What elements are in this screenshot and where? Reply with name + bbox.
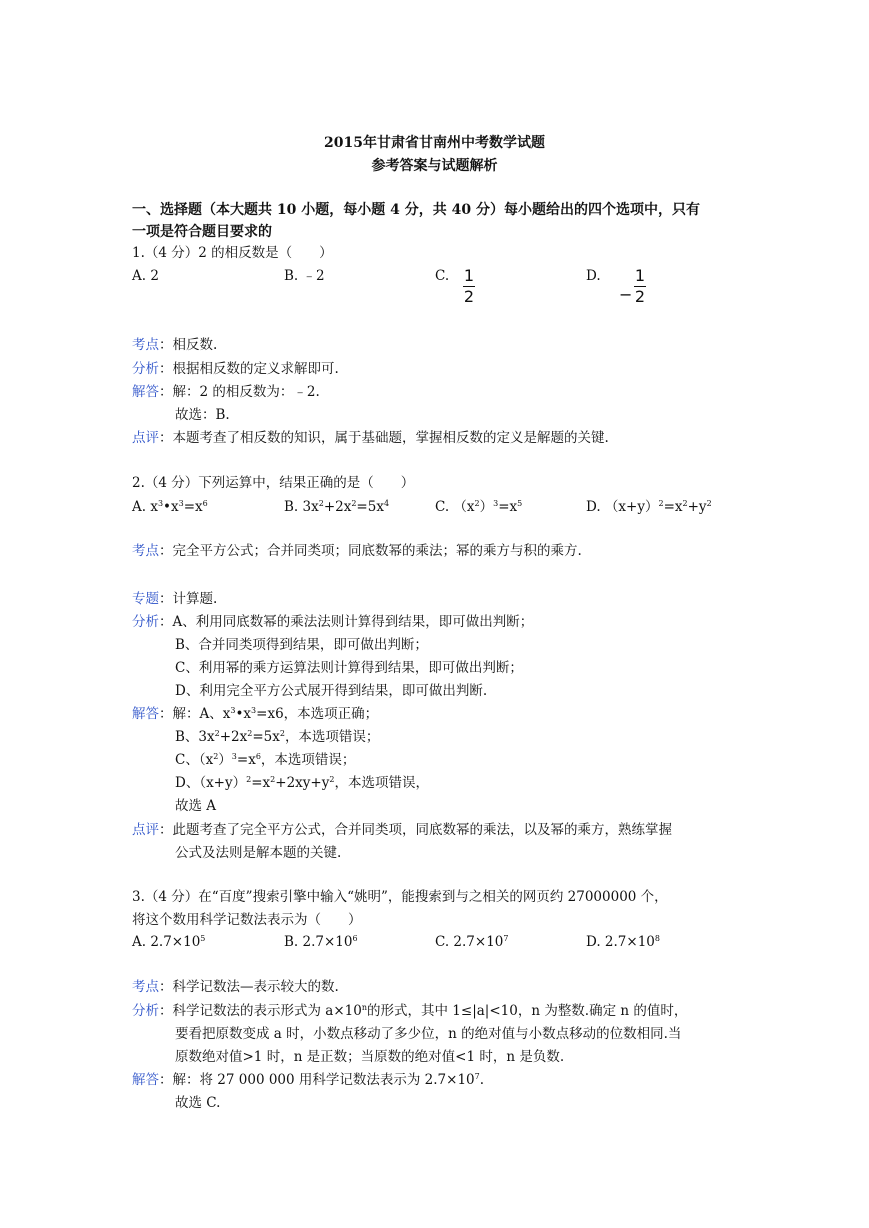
label-kaodian: 考点: [132, 543, 159, 559]
doc-title: 2015年甘肃省甘南州中考数学试题: [324, 135, 545, 151]
q3-fenxi: 分析：科学记数法的表示形式为 $a\times 10^n$的形式，其中 1≤|a|<10，n 为整数.确定 n 的值时，: [132, 1003, 688, 1019]
q2-fenxi-d: D、利用完全平方公式展开得到结果，即可做出判断.: [175, 683, 488, 699]
q3-option-c: C. $2.7\times 10^7$: [435, 934, 509, 950]
q1-jieda: [132, 382, 320, 402]
q3-jieda: 解答：解：将 27 000 000 用科学记数法表示为 $2.7\times 10^7$.: [132, 1072, 485, 1088]
q1-jieda-text: ：解：2 的相反数为：﹣2.: [159, 384, 320, 400]
q3-stem-2: 将这个数用科学记数法表示为（ ）: [132, 912, 362, 928]
q1-dianping: [132, 428, 609, 448]
fraction-numerator: 1: [463, 266, 475, 285]
q2-fenxi: [132, 612, 533, 632]
q2-jieda-d: D、$(x+y)^2=x^2+2xy+y^2$，本选项错误，: [175, 775, 429, 791]
q1-jieda-answer: 故选：B.: [175, 407, 230, 423]
q3-option-a: A. $2.7\times 10^5$: [132, 934, 206, 950]
section-heading-2: 一项是符合题目要求的: [132, 224, 272, 240]
label-zhuanti: 专题: [132, 591, 159, 607]
q1-stem: 1.（4 分）2 的相反数是（ ）: [132, 245, 333, 261]
label-kaodian: 考点: [132, 979, 159, 995]
section-heading-1: 一、选择题（本大题共 10 小题，每小题 4 分，共 40 分）每小题给出的四个选项中，只有: [132, 202, 700, 218]
label-kaodian: 考点: [132, 337, 159, 353]
q3-kaodian-text: ：科学记数法—表示较大的数.: [159, 979, 339, 995]
q2-stem: 2.（4 分）下列运算中，结果正确的是（ ）: [132, 475, 415, 491]
q1-option-d-fraction: [633, 268, 647, 305]
q1-fenxi: [132, 359, 339, 379]
q1-option-a: A. 2: [132, 268, 159, 284]
q2-kaodian-text: ：完全平方公式；合并同类项；同底数幂的乘法；幂的乘方与积的乘方.: [159, 543, 582, 559]
q3-jieda-answer: 故选 C.: [175, 1095, 221, 1111]
q3-stem: 3.（4 分）在“百度”搜索引擎中输入“姚明”，能搜索到与之相关的网页约 27000000 个，: [132, 889, 668, 905]
q1-fenxi-text: ：根据相反数的定义求解即可.: [159, 361, 339, 377]
q2-jieda-b: B、$3x^2+2x^2=5x^2$，本选项错误；: [175, 729, 380, 745]
label-fenxi: 分析: [132, 1003, 159, 1019]
q3-option-b: B. $2.7\times 10^6$: [284, 934, 358, 950]
q2-option-a: A. $x^3•x^3=x^6$: [132, 499, 208, 515]
label-jieda: 解答: [132, 1072, 159, 1088]
q2-fenxi-text: ：A、利用同底数幂的乘法法则计算得到结果，即可做出判断；: [159, 614, 534, 630]
label-dianping: 点评: [132, 822, 159, 838]
label-jieda: 解答: [132, 706, 159, 722]
q2-fenxi-b: B、合并同类项得到结果，即可做出判断；: [175, 637, 428, 653]
q1-option-c-fraction: [462, 268, 476, 305]
q2-fenxi-c: C、利用幂的乘方运算法则计算得到结果，即可做出判断；: [175, 660, 523, 676]
q2-jieda: 解答：解：A、$x^3•x^3=x6$，本选项正确；: [132, 706, 379, 722]
q3-option-d: D. $2.7\times 10^8$: [586, 934, 660, 950]
q2-kaodian: [132, 541, 582, 561]
q1-option-c-label: C.: [435, 268, 450, 284]
q1-option-d-label: D.: [586, 268, 601, 284]
q2-option-c: C. $(x^2)^3=x^5$: [435, 499, 523, 515]
q2-jieda-answer: 故选 A: [175, 798, 217, 814]
q3-fenxi-2: 要看把原数变成 a 时，小数点移动了多少位，n 的绝对值与小数点移动的位数相同.当: [175, 1026, 682, 1042]
label-jieda: 解答: [132, 384, 159, 400]
q3-kaodian: [132, 977, 339, 997]
q2-zhuanti: [132, 589, 217, 609]
fraction-denominator: 2: [463, 287, 475, 306]
q1-option-b: B. ﹣2: [284, 268, 325, 284]
q1-option-d-sign: −: [619, 285, 633, 304]
q2-zhuanti-text: ：计算题.: [159, 591, 218, 607]
q3-fenxi-3: 原数绝对值>1 时，n 是正数；当原数的绝对值<1 时，n 是负数.: [175, 1049, 565, 1065]
q1-kaodian: [132, 335, 217, 355]
label-fenxi: 分析: [132, 614, 159, 630]
q2-jieda-c: C、$(x^2)^3=x^6$，本选项错误；: [175, 752, 356, 768]
q2-dianping-text: ：此题考查了完全平方公式，合并同类项，同底数幂的乘法，以及幂的乘方，熟练掌握: [159, 822, 672, 838]
doc-subtitle: 参考答案与试题解析: [371, 158, 498, 174]
q1-kaodian-text: ：相反数.: [159, 337, 218, 353]
q2-option-b: B. $3x^2+2x^2=5x^4$: [284, 499, 390, 515]
label-fenxi: 分析: [132, 361, 159, 377]
q2-dianping-2: 公式及法则是解本题的关键.: [175, 845, 342, 861]
q2-option-d: D. $(x+y)^2=x^2+y^2$: [586, 499, 712, 515]
q1-dianping-text: ：本题考查了相反数的知识，属于基础题，掌握相反数的定义是解题的关键.: [159, 430, 609, 446]
fraction-denominator: 2: [634, 287, 646, 306]
label-dianping: 点评: [132, 430, 159, 446]
q2-dianping: [132, 820, 672, 840]
fraction-numerator: 1: [634, 266, 646, 285]
